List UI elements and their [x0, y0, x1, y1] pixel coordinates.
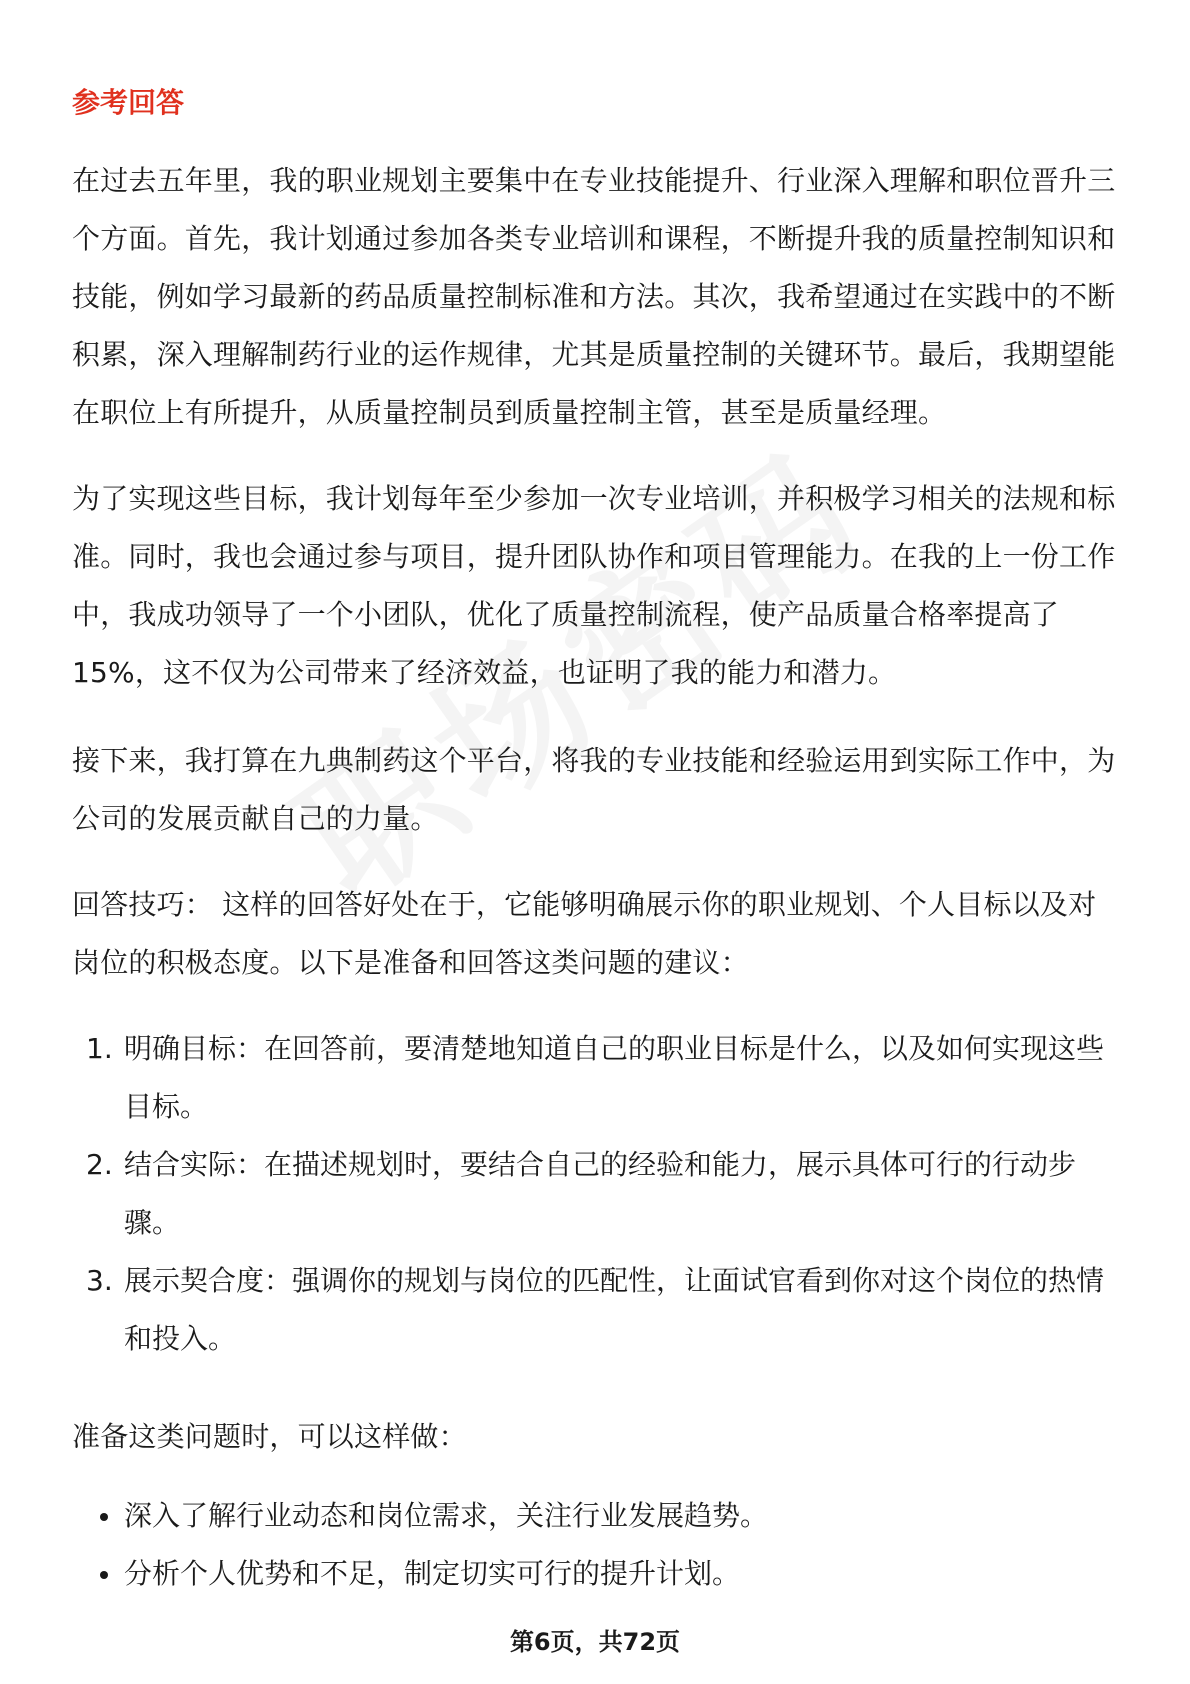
- page-footer: 第6页，共72页: [509, 1628, 681, 1656]
- paragraph-goals: 为了实现这些目标，我计划每年至少参加一次专业培训，并积极学习相关的法规和标准。同时，我也会通过参与项目，提升团队协作和项目管理能力。在我的上一份工作中，我成功领导了一个小团队，优化了质量控制流程，使产品质量合格率提高了15%，这不仅为公司带来了经济效益，也证明了我的能力和潜力。: [72, 482, 1116, 689]
- list-number: 2.: [86, 1148, 113, 1181]
- list-item-text: 深入了解行业动态和岗位需求，关注行业发展趋势。: [124, 1499, 769, 1532]
- list-item: [72, 1020, 1122, 1136]
- section-title: 参考回答: [72, 86, 185, 119]
- list-number: 3.: [86, 1264, 113, 1297]
- prepare-bullet-list: [72, 1487, 1122, 1603]
- list-item: [72, 1136, 1122, 1252]
- list-item-text: 展示契合度：强调你的规划与岗位的匹配性，让面试官看到你对这个岗位的热情和投入。: [124, 1264, 1105, 1355]
- list-item-text: 分析个人优势和不足，制定切实可行的提升计划。: [124, 1557, 741, 1590]
- list-item: [72, 1252, 1122, 1368]
- list-item: [72, 1487, 1122, 1545]
- list-number: 1.: [86, 1032, 113, 1065]
- bullet-icon: [100, 1513, 108, 1521]
- paragraph-next-steps: 接下来，我打算在九典制药这个平台，将我的专业技能和经验运用到实际工作中，为公司的发展贡献自己的力量。: [72, 744, 1116, 835]
- paragraph-answer-tips: 回答技巧： 这样的回答好处在于，它能够明确展示你的职业规划、个人目标以及对岗位的积极态度。以下是准备和回答这类问题的建议：: [72, 888, 1097, 979]
- list-item: [72, 1545, 1122, 1603]
- bullet-icon: [100, 1571, 108, 1579]
- tips-ordered-list: [72, 1020, 1122, 1368]
- list-item-text: 结合实际：在描述规划时，要结合自己的经验和能力，展示具体可行的行动步骤。: [124, 1148, 1077, 1239]
- paragraph-prepare: 准备这类问题时，可以这样做：: [72, 1420, 467, 1453]
- paragraph-career-plan: 在过去五年里，我的职业规划主要集中在专业技能提升、行业深入理解和职位晋升三个方面。首先，我计划通过参加各类专业培训和课程，不断提升我的质量控制知识和技能，例如学习最新的药品质量控制标准和方法。其次，我希望通过在实践中的不断积累，深入理解制药行业的运作规律，尤其是质量控制的关键环节。最后，我期望能在职位上有所提升，从质量控制员到质量控制主管，甚至是质量经理。: [72, 164, 1116, 429]
- list-item-text: 明确目标：在回答前，要清楚地知道自己的职业目标是什么，以及如何实现这些目标。: [124, 1032, 1105, 1123]
